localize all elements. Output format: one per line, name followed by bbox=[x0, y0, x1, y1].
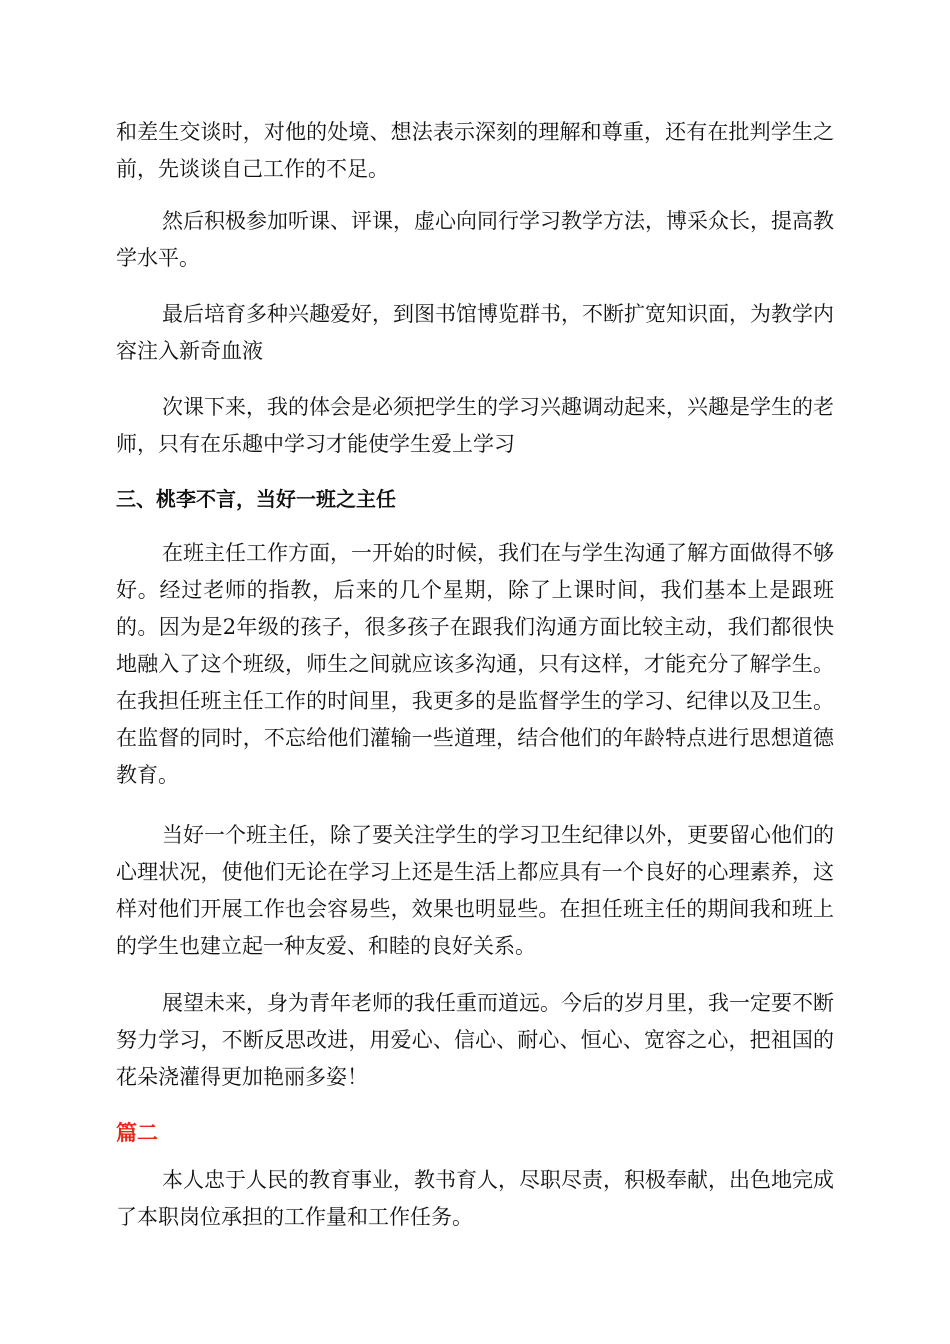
paragraph-dedication: 本人忠于人民的教育事业，教书育人，尽职尽责，积极奉献，出色地完成了本职岗位承担的工作量和工作任务。 bbox=[116, 1168, 834, 1229]
paragraph-continued: 和差生交谈时，对他的处境、想法表示深刻的理解和尊重，还有在批判学生之前，先谈谈自己工作的不足。 bbox=[116, 120, 834, 181]
paragraph-listening-classes: 然后积极参加听课、评课，虚心向同行学习教学方法，博采众长，提高教学水平。 bbox=[116, 209, 834, 270]
section-heading-head-teacher: 三、桃李不言，当好一班之主任 bbox=[116, 487, 396, 511]
paragraph-hobbies: 最后培育多种兴趣爱好，到图书馆博览群书，不断扩宽知识面，为教学内容注入新奇血液 bbox=[116, 302, 834, 363]
paragraph-psychology: 当好一个班主任，除了要关注学生的学习卫生纪律以外，更要留心他们的心理状况，使他们无论在学习上还是生活上都应具有一个良好的心理素养，这样对他们开展工作也会容易些，效果也明显些。在担任班主任的期间我和班上的学生也建立起一种友爱、和睦的良好关系。 bbox=[116, 823, 834, 958]
section-title-part-two: 篇二 bbox=[116, 1121, 158, 1145]
paragraph-head-teacher-work: 在班主任工作方面，一开始的时候，我们在与学生沟通了解方面做得不够好。经过老师的指教，后来的几个星期，除了上课时间，我们基本上是跟班的。因为是2年级的孩子，很多孩子在跟我们沟通方面比较主动，我们都很快地融入了这个班级，师生之间就应该多沟通，只有这样，才能充分了解学生。在我担任班主任工作的时间里，我更多的是监督学生的学习、纪律以及卫生。在监督的同时，不忘给他们灌输一些道理，结合他们的年龄特点进行思想道德教育。 bbox=[116, 541, 834, 787]
paragraph-interest: 次课下来，我的体会是必须把学生的学习兴趣调动起来，兴趣是学生的老师，只有在乐趣中学习才能使学生爱上学习 bbox=[116, 395, 834, 456]
paragraph-outlook: 展望未来，身为青年老师的我任重而道远。今后的岁月里，我一定要不断努力学习，不断反思改进，用爱心、信心、耐心、恒心、宽容之心，把祖国的花朵浇灌得更加艳丽多姿！ bbox=[116, 991, 834, 1089]
